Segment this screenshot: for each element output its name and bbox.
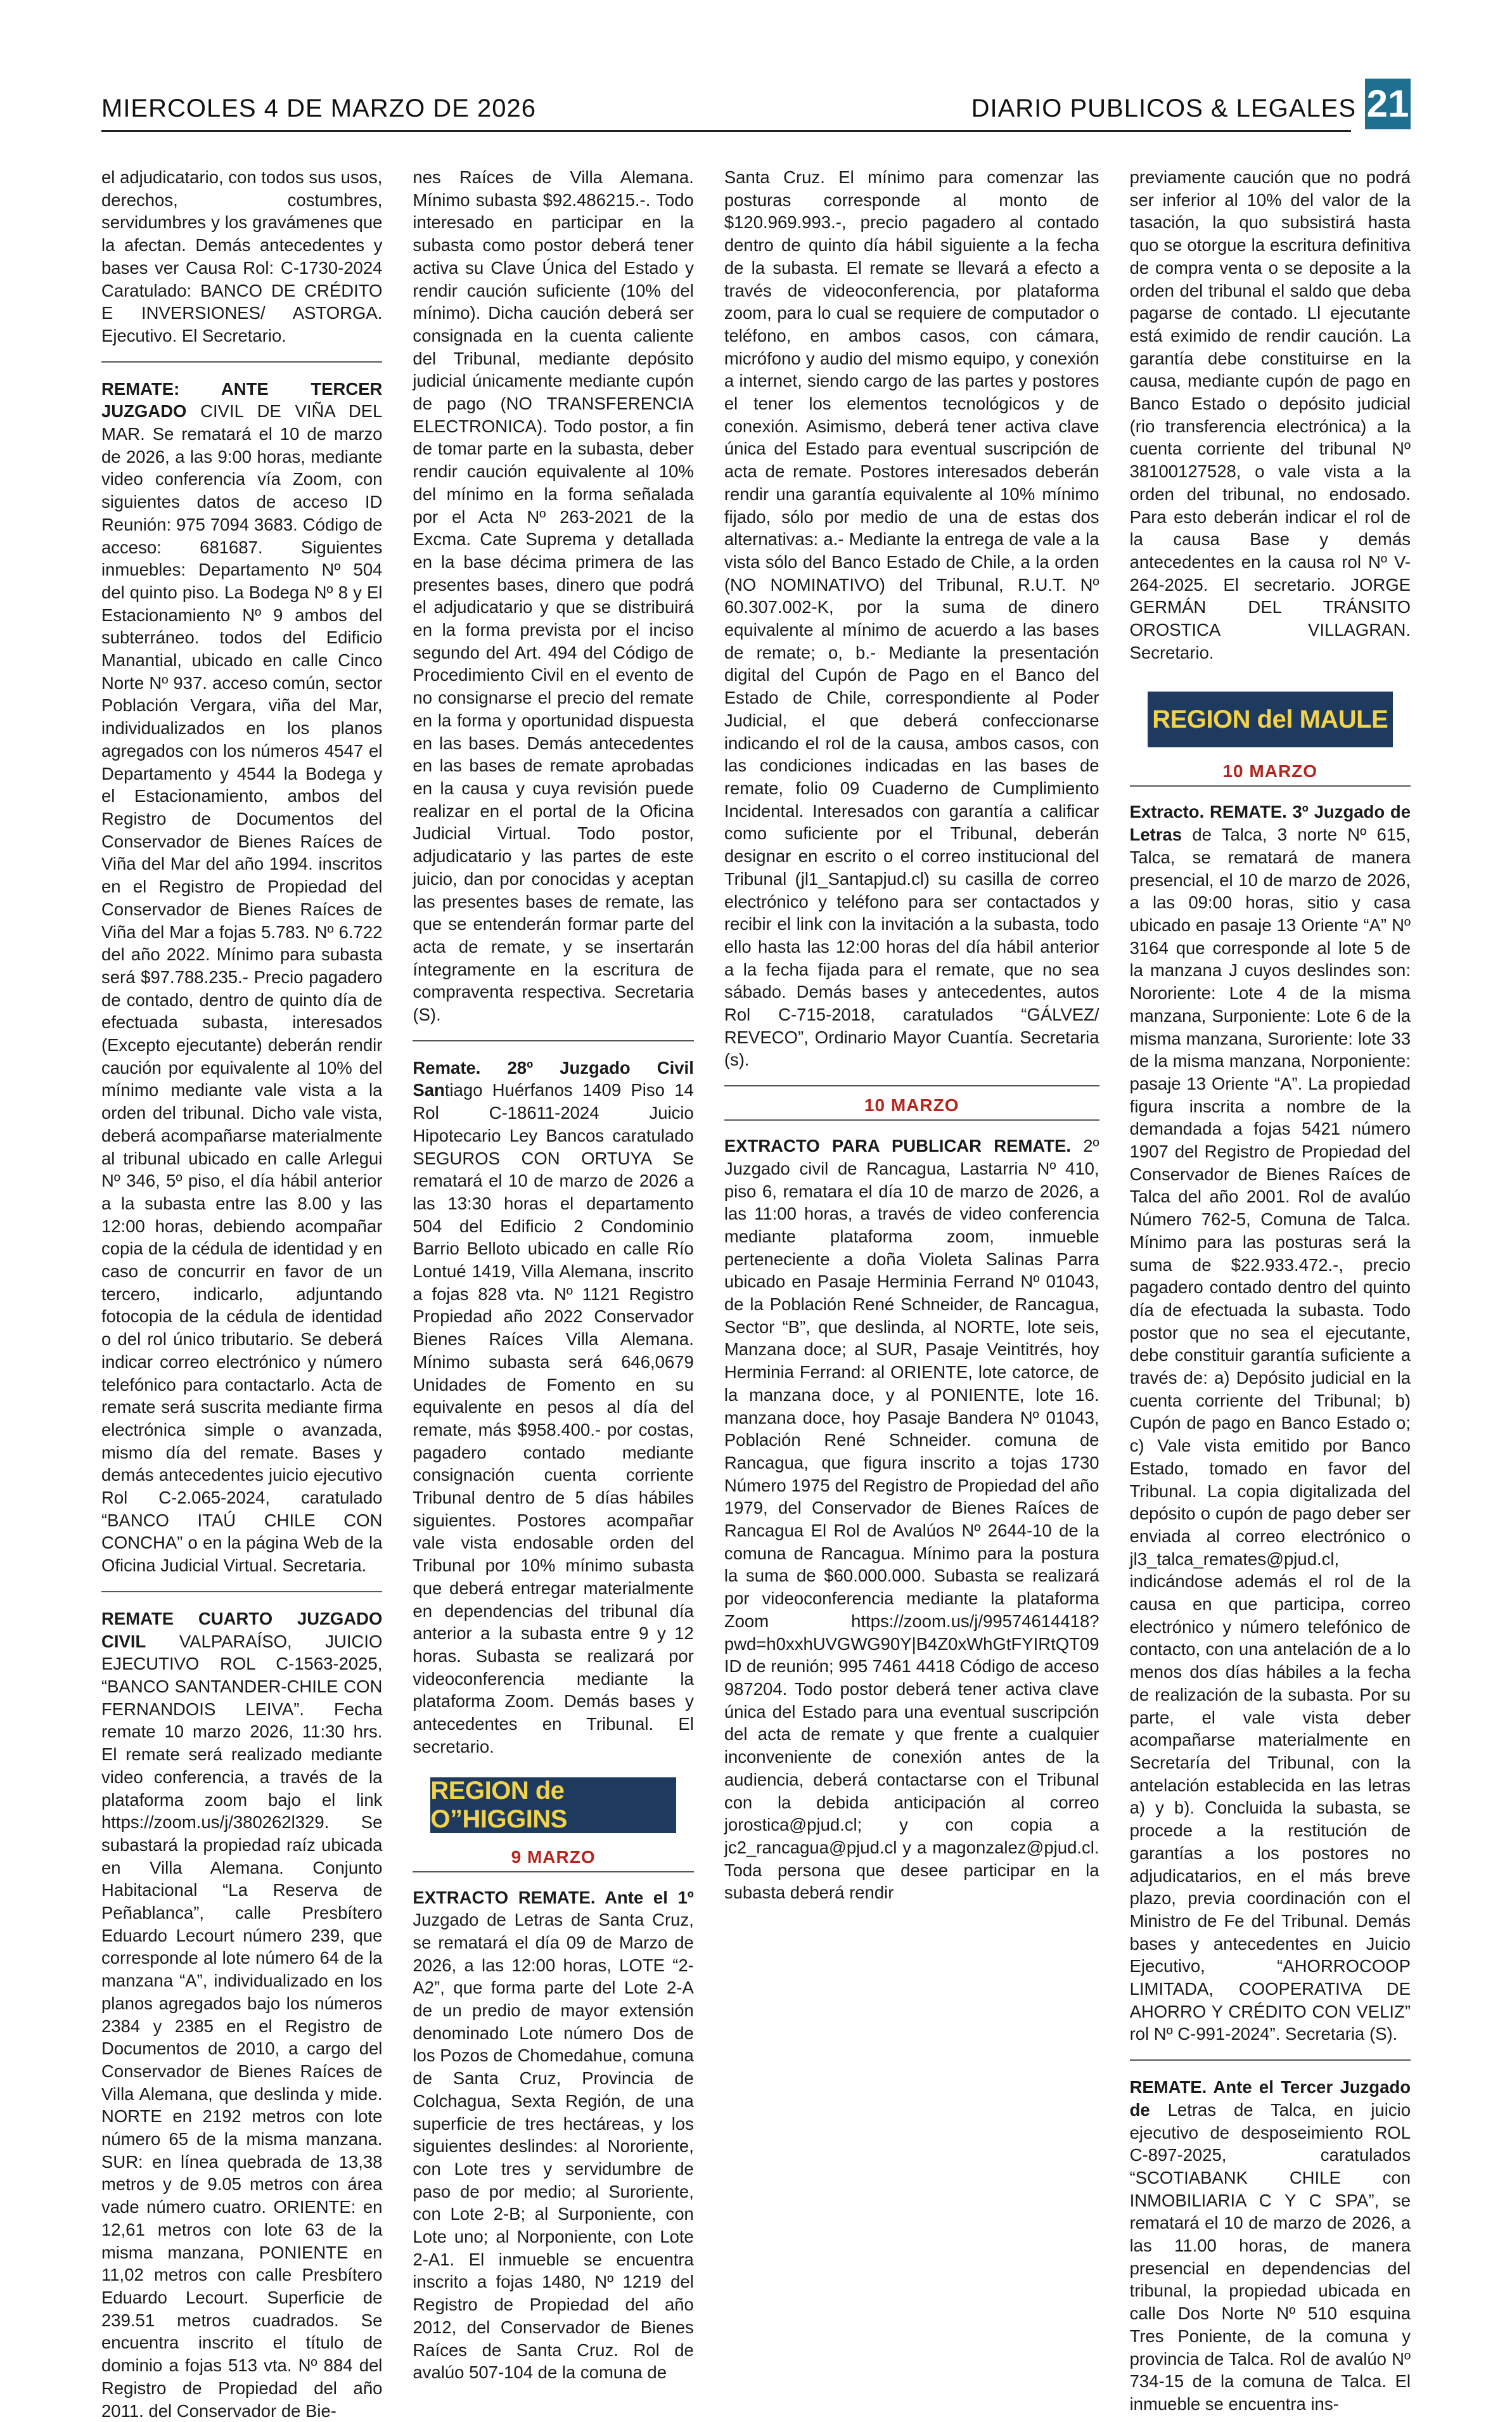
- notice-3-text: VALPARAÍSO, JUICIO EJECUTIVO ROL C-1563-2025, “BANCO SANTANDER-CHILE CON FERNANDOIS LEIVA”. Fecha remate 10 marzo 2026, 11:30 hrs. El remate será realizado mediante video conferencia, a través de la plataforma zoom bajo el link https://zoom.us/j/380262l329. Se subastará la propiedad raíz ubicada en Villa Alemana. Conjunto Habitacional “La Reserva de Peñablanca”, calle Presbítero Eduardo Lecourt número 239, que corresponde al lote número 64 de la manzana “A”, individualizado en los planos agregados bajo los números 2384 y 2385 en el Registro de Documentos de 2010, a cargo del Conservador de Bienes Raíces de Villa Alemana, que deslinda y mide. NORTE en 2192 metros con lote número 65 de la misma manzana. SUR: en línea quebrada de 13,38 metros y de 9.05 metros con área vade número cuatro. ORIENTE: en 12,61 metros con lote 63 de la misma manzana, PONIENTE en 11,02 metros con calle Presbítero Eduardo Lecourt. Superficie de 239.51 metros cuadrados. Se encuentra inscrito el título de dominio a fojas 513 vta. Nº 884 del Registro de Propiedad del año 2011. del Conservador de Bie-: [101, 1631, 383, 2421]
- column-1: [101, 166, 383, 2421]
- notice-11-heading: REMATE. Ante el Tercer Juzgado de: [1129, 2077, 1411, 2120]
- notice-2-heading: REMATE: ANTE TERCER JUZGADO: [101, 378, 383, 422]
- notice-4-text: nes Raíces de Villa Alemana. Mínimo subasta $92.486215.-. Todo interesado en participar en la subasta como postor deberá tener activa su Clave Única del Estado y rendir caución suficiente (10% del mínimo). Dicha caución deberá ser consignada en la cuenta caliente del Tribunal, mediante depósito judicial únicamente mediante cupón de pago (NO TRANSFERENCIA ELECTRONICA). Todo postor, a fin de tomar parte en la subasta, deber rendir caución equivalente al 10% del mínimo en la forma señalada por el Acta Nº 263-2021 de la Excma. Cate Suprema y detallada en la base décima primera de las presentes bases, dinero que podrá el adjudicatario y que se distribuirá en la forma prevista por el inciso segundo del Art. 494 del Código de Procedimiento Civil en el evento de no consignarse el precio del remate en la forma y oportunidad dispuesta en las bases. Demás antecedentes en las bases de remate aprobadas en la causa y cuya revisión puede realizar en el portal de la Oficina Judicial Virtual. Todo postor, adjudicatario y las partes de este juicio, dan por conocidas y aceptan las presentes bases de remate, las que se entenderán formar parte del acta de remate, y se insertarán íntegramente en la escritura de compraventa respectiva. Secretaria (S).: [413, 167, 694, 1025]
- column-3: [724, 166, 1099, 2182]
- notice-7: [724, 166, 1099, 1071]
- notice-11-text: Letras de Talca, en juicio ejecutivo de desposeimiento ROL C-897-2025, caratulados “SCOTIABANK CHILE con INMOBILIARIA C Y C SPA”, se rematará el 10 de marzo de 2026, a las 11.00 horas, de manera presencial en dependencias del tribunal, la propiedad ubicada en calle Dos Norte Nº 510 esquina Tres Poniente, de la comuna y provincia de Talca. Rol de avalúo Nº 734-15 de la comuna de Talca. El inmueble se encuentra ins-: [1129, 2099, 1411, 2414]
- date-rule: [1130, 785, 1411, 787]
- notice-5-heading: Remate. 28º Juzgado Civil San: [413, 1057, 694, 1100]
- notice-9: [1130, 166, 1411, 664]
- notice-8: [724, 1135, 1099, 1904]
- region-banner-ohiggins: REGION de O”HIGGINS: [430, 1777, 676, 1833]
- notice-1: [101, 166, 382, 347]
- notice-1-text: el adjudicatario, con todos sus usos, derechos, costumbres, servidumbres y los gravámenes que la afectan. Demás antecedentes y bases ver Causa Rol: C-1730-2024 Caratulado: BANCO DE CRÉDITO E INVERSIONES/ ASTORGA. Ejecutivo. El Secretario.: [101, 167, 383, 345]
- column-2: [413, 166, 694, 2383]
- notice-3-heading: REMATE CUARTO JUZGADO CIVIL: [101, 1608, 383, 1651]
- notice-11: [1130, 2076, 1411, 2416]
- date-heading: 10 MARZO: [1222, 761, 1318, 782]
- notice-divider: [413, 1040, 693, 1041]
- masthead: [971, 79, 1411, 129]
- notice-2-text: CIVIL DE VIÑA DEL MAR. Se rematará el 10 de marzo de 2026, a las 9:00 horas, mediante video conferencia vía Zoom, con siguientes datos de acceso ID Reunión: 975 7094 3683. Código de acceso: 681687. Siguientes inmuebles: Departamento Nº 504 del quinto piso. La Bodega Nº 8 y El Estacionamiento Nº 9 ambos del subterráneo. todos del Edificio Manantial, ubicado en calle Cinco Norte Nº 937. acceso común, sector Población Vergara, viña del Mar, individualizados en los planos agregados con los números 4547 el Departamento y 4544 la Bodega y el Estacionamiento, ambos del Registro de Documentos del Conservador de Bienes Raíces de Viña del Mar del año 1994. inscritos en el Registro de Propiedad del Conservador de Bienes Raíces de Viña del Mar a fojas 5.783. Nº 6.722 del año 2022. Mínimo para subasta será $97.788.235.- Precio pagadero de contado, dentro de quinto día de efectuada subasta, interesados (Excepto ejecutante) deberán rendir caución por equivalente al 10% del mínimo mediante vale vista a la orden del tribunal. Dicho vale vista, deberá acompañarse materialmente al tribunal ubicado en calle Arlegui Nº 346, 5º piso, el día hábil anterior a la subasta entre las 8.00 y las 12:00 horas, debiendo acompañar copia de la cédula de identidad y en caso de concurrir en favor de un tercero, indicarlo, adjuntando fotocopia de la cédula de identidad o del rol único tributario. Se deberá indicar correo electrónico y número telefónico para contactarlo. Acta de remate será suscrita mediante firma electrónica simple o avanzada, mismo día del remate. Bases y demás antecedentes juicio ejecutivo Rol C-2.065-2024, caratulado “BANCO ITAÚ CHILE CON CONCHA” o en la página Web de la Oficina Judicial Virtual. Secretaria.: [101, 401, 383, 1576]
- notice-3: [101, 1607, 382, 2422]
- notice-9-text: previamente caución que no podrá ser inferior al 10% del valor de la tasación, la quo subsistirá hasta quo se otorgue la escritura definitiva de compra venta o se deposite a la orden del tribunal el saldo que deba pagarse de contado. Ll ejecutante está eximido de rendir caución. La garantía debe constituirse en la causa, mediante cupón de pago en Banco Estado o depósito judicial (rio transferencia electrónica) a la cuenta corriente del tribunal Nº 38100127528, o vale vista a la orden del tribunal, no endosado. Para esto deberán indicar el rol de la causa Base y demás antecedentes en la causa rol Nº V-264-2025. El secretario. JORGE GERMÁN DEL TRÁNSITO OROSTICA VILLAGRAN. Secretario.: [1129, 167, 1411, 662]
- notice-10-heading: Extracto. REMATE. 3º Juzgado de Letras: [1129, 802, 1411, 845]
- notice-divider: [724, 1085, 1099, 1086]
- notice-divider: [101, 361, 382, 363]
- page-header: [101, 75, 1411, 129]
- date-rule: [724, 1119, 1099, 1121]
- notice-5: [413, 1057, 693, 1758]
- header-rule: [101, 130, 1351, 132]
- date-rule: [413, 1871, 693, 1872]
- notice-7-text: Santa Cruz. El mínimo para comenzar las posturas corresponde al monto de $120.969.993.-, precio pagadero al contado dentro de quinto día hábil siguiente a la fecha de la subasta. El remate se llevará a efecto a través de videoconferencia, por plataforma zoom, para lo cual se requiere de computador o teléfono, en ambos casos, con cámara, micrófono y audio del mismo equipo, y conexión a internet, siendo cargo de las partes y postores el tener los elementos tecnológicos y de conexión. Asimismo, deberá tener activa clave única del Estado para eventual suscripción de acta de remate. Postores interesados deberán rendir una garantía equivalente al 10% mínimo fijado, sólo por medio de una de estas dos alternativas: a.- Mediante la entrega de vale a la vista sólo del Banco Estado de Chile, a la orden (NO NOMINATIVO) del Tribunal, R.U.T. Nº 60.307.002-K, por la suma de dinero equivalente al mínimo de acuerdo a las bases de remate; o, b.- Mediante la presentación digital del Cupón de Pago en el Banco del Estado de Chile, correspondiente al Poder Judicial, el que deberá confeccionarse indicando el rol de la causa, ambos casos, con las condiciones indicadas en las bases de remate, folio 09 Cuaderno de Cumplimiento Incidental. Interesados con garantía a calificar como suficiente por el Tribunal, deberán designar en escrito o el correo institucional del Tribunal (jl1_Santapjud.cl) su casilla de correo electrónico y teléfono para ser contactados y recibir el link con la invitación a la subasta, todo ello hasta las 12:00 horas del día hábil anterior a la fecha fijada para el remate, que no sea sábado. Demás bases y antecedentes, autos Rol C-715-2018, caratulados “GÁLVEZ/ REVECO”, Ordinario Mayor Cuantía. Secretaria (s).: [724, 167, 1099, 1070]
- notice-4: [413, 166, 693, 1026]
- notice-6-heading: EXTRACTO REMATE. Ante el 1º: [413, 1887, 694, 1907]
- notice-5-text: tiago Huérfanos 1409 Piso 14 Rol C-18611-2024 Juicio Hipotecario Ley Bancos caratulado SEGUROS CON ORTUYA Se rematará el 10 de marzo de 2026 a las 13:30 horas el departamento 504 del Edificio 2 Condominio Barrio Belloto ubicado en calle Río Lontué 1419, Villa Alemana, inscrito a fojas 828 vta. Nº 1121 Registro Propiedad año 2022 Conservador Bienes Raíces Villa Alemana. Mínimo subasta será 646,0679 Unidades de Fomento en su equivalente en pesos al día del remate, más $958.400.- por costas, pagadero contado mediante consignación cuenta corriente Tribunal dentro de 5 días hábiles siguientes. Postores acompañar vale vista endosable orden del Tribunal por 10% mínimo subasta que deberá entregar materialmente en dependencias del tribunal día anterior a la subasta entre 9 y 12 horas. Subasta se realizará por videoconferencia mediante la plataforma Zoom. Demás bases y antecedentes en Tribunal. El secretario.: [413, 1080, 694, 1756]
- notice-divider: [101, 1591, 382, 1592]
- issue-date: MIERCOLES 4 DE MARZO DE 2026: [101, 94, 536, 122]
- date-heading: 10 MARZO: [864, 1095, 959, 1116]
- region-banner-maule: REGION del MAULE: [1148, 692, 1393, 747]
- page-number-badge: 21: [1365, 79, 1411, 129]
- notice-8-heading: EXTRACTO PARA PUBLICAR REMATE.: [724, 1136, 1071, 1156]
- publication-name: DIARIO PUBLICOS & LEGALES: [971, 94, 1356, 122]
- notice-10-text: de Talca, 3 norte Nº 615, Talca, se rematará de manera presencial, el 10 de marzo de 2026, a las 09:00 horas, sitio y casa ubicado en pasaje 13 Oriente “A” Nº 3164 que corresponde al lote 5 de la manzana J cuyos deslindes son: Nororiente: Lote 4 de la misma manzana, Surponiente: Lote 6 de la misma manzana, Suroriente: lote 33 de la misma manzana, Norponiente: pasaje 13 Oriente “A”. La propiedad figura inscrita a nombre de la demandada a fojas 5421 número 1907 del Registro de Propiedad del Conservador de Bienes Raíces de Talca del año 2001. Rol de avalúo Número 762-5, Comuna de Talca. Mínimo para las posturas será la suma de $22.933.472.-, precio pagadero contado dentro del quinto día de efectuada la subasta. Todo postor que no sea el ejecutante, debe constituir garantía suficiente a través de: a) Depósito judicial en la cuenta corriente del Tribunal; b) Cupón de pago en Banco Estado o; c) Vale vista emitido por Banco Estado, tomado en favor del Tribunal. La copia digitalizada del depósito o cupón de pago deber ser enviada al correo electrónico o jl3_talca_remates@pjud.cl, indicándose además el rol de la causa en que participa, correo electrónico y número telefónico de contacto, con una antelación de a lo menos dos días hábiles a la fecha de realización de la subasta. Por su parte, el vale vista deber acompañarse materialmente en Secretaría del Tribunal, con la antelación establecida en las letras a) y b). Concluida la subasta, se procede a la restitución de garantías a los postores no adjudicatarios, en el más breve plazo, previa coordinación con el Ministro de Fe del Tribunal. Demás bases y antecedentes en Juicio Ejecutivo, “AHORROCOOP LIMITADA, COOPERATIVA DE AHORRO Y CRÉDITO CON VELIZ” rol Nº C-991-2024”. Secretaria (S).: [1129, 825, 1411, 2044]
- notice-columns: [101, 166, 1411, 2421]
- notice-6-text: Juzgado de Letras de Santa Cruz, se rematará el día 09 de Marzo de 2026, a las 12:00 horas, LOTE “2-A2”, que forma parte del Lote 2-A de un predio de mayor extensión denominado Lote número Dos de los Pozos de Chomedahue, comuna de Santa Cruz, Provincia de Colchagua, Sexta Región, de una superficie de tres hectáreas, y los siguientes deslindes: al Nororiente, con Lote tres y servidumbre de paso de por medio; al Suroriente, con Lote 2-B; al Surponiente, con Lote uno; al Norponiente, con Lote 2-A1. El inmueble se encuentra inscrito a fojas 1480, Nº 1219 del Registro de Propiedad del año 2012, del Conservador de Bienes Raíces de Santa Cruz. Rol de avalúo 507-104 de la comuna de: [413, 1910, 694, 2383]
- notice-10: [1130, 801, 1411, 2045]
- column-4: [1129, 166, 1411, 2414]
- notice-8-text: 2º Juzgado civil de Rancagua, Lastarria Nº 410, piso 6, rematara el día 10 de marzo de 2026, a las 11:00 horas, a través de video conferencia mediante plataforma zoom, inmueble perteneciente a doña Violeta Salinas Parra ubicado en Pasaje Herminia Ferrand Nº 01043, de la Población René Schneider, de Rancagua, Sector “B”, que deslinda, al NORTE, lote seis, Manzana doce; al SUR, Pasaje Veintitrés, hoy Herminia Ferrand: al ORIENTE, lote catorce, de la manzana doce, y al PONIENTE, lote 16. manzana doce, hoy Pasaje Bandera Nº 01043, Población René Schneider. comuna de Rancagua, que figura inscrito a tojas 1730 Número 1975 del Registro de Propiedad del año 1979, del Conservador de Bienes Raíces de Rancagua El Rol de Avalúos Nº 2644-10 de la comuna de Rancagua. Mínimo para la postura la suma de $60.000.000. Subasta se realizará por videoconferencia mediante la plataforma Zoom https://zoom.us/j/99574614418?pwd=h0xxhUVGWG90Y|B4Z0xWhGtFYIRtQT09 ID de reunión; 995 7461 4418 Código de acceso 987204. Todo postor deberá tener activa clave única del Estado para una eventual suscripción del acta de remate y que frente a cualquier inconveniente de conexión antes de la audiencia, deberá contactarse con el Tribunal con la debida anticipación al correo jorostica@pjud.cl; y con copia a jc2_rancagua@pjud.cl y a magonzalez@pjud.cl. Toda persona que desee participar en la subasta deberá rendir: [724, 1136, 1099, 1903]
- notice-2: [101, 378, 382, 1577]
- notice-divider: [1130, 2059, 1411, 2061]
- date-heading: 9 MARZO: [511, 1846, 596, 1867]
- notice-6: [413, 1886, 693, 2384]
